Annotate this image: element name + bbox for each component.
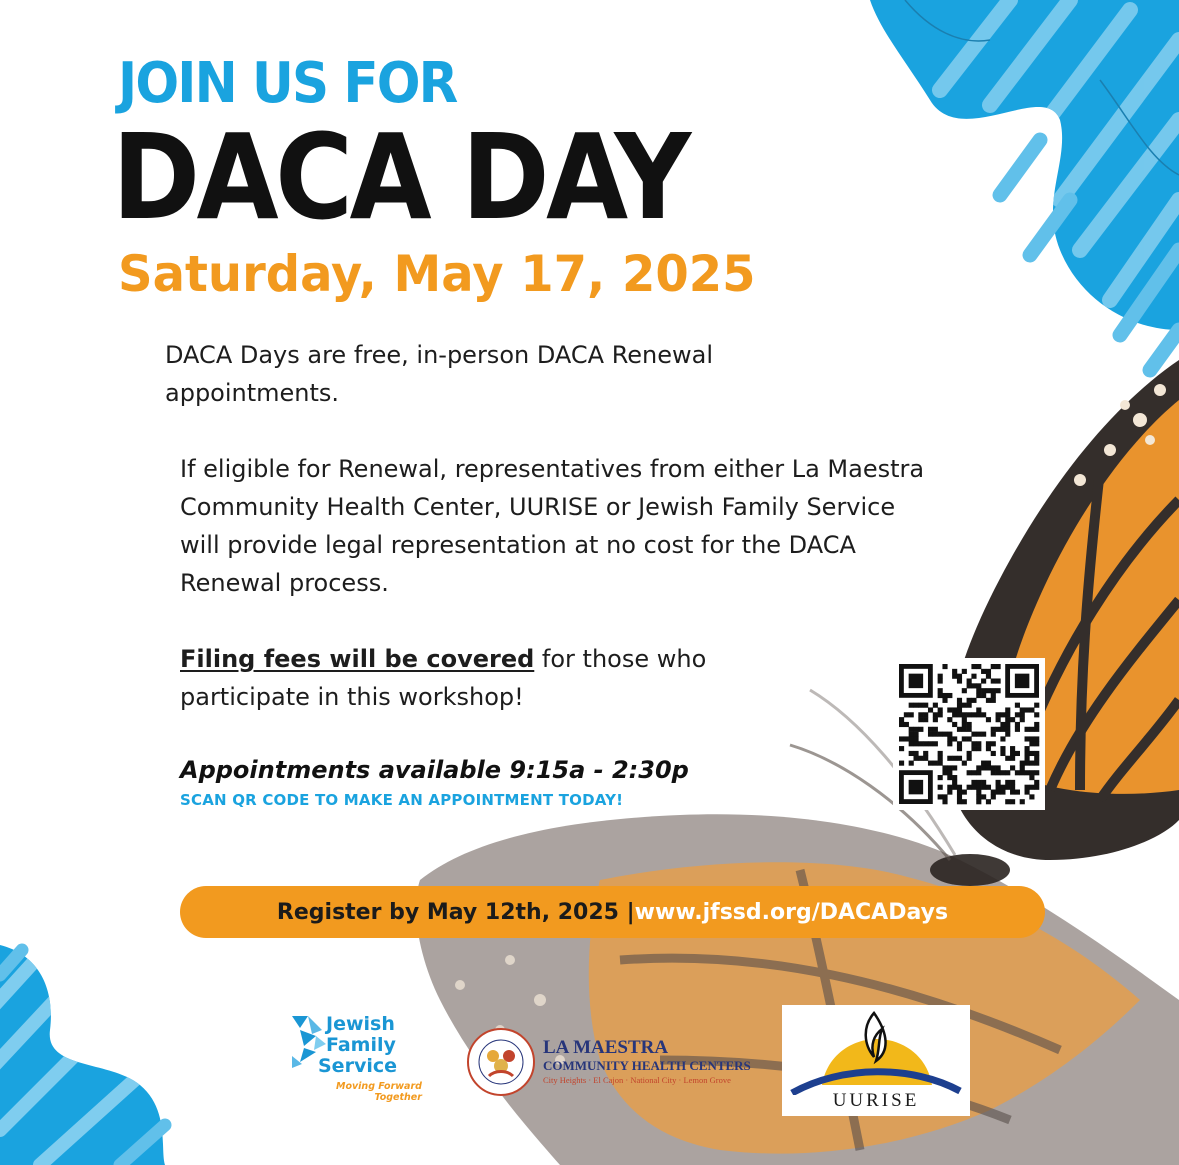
jfs-name-line1: Jewish (326, 1013, 395, 1035)
fees-rest: for those who participate in this workshop! (180, 645, 707, 711)
jfs-tagline-1: Moving Forward (336, 1081, 422, 1092)
eligibility-paragraph: If eligible for Renewal, representatives from either La Maestra Community Health Center, UURISE or Jewish Family Service will provide legal representation at no cost for the DACA Renewal process. (180, 455, 925, 597)
qr-code-icon[interactable] (893, 658, 1045, 810)
intro-paragraph: DACA Days are free, in-person DACA Renewal appointments. (165, 341, 714, 407)
la-maestra-logo (465, 1024, 775, 1104)
fees-paragraph (180, 640, 800, 716)
register-link[interactable]: www.jfssd.org/DACADays (634, 899, 949, 925)
uurise-flame-icon (782, 1005, 970, 1095)
la-maestra-locations: City Heights · El Cajon · National City · Lemon Grove (543, 1075, 731, 1085)
jfs-tagline-2: Together (374, 1092, 422, 1103)
uurise-logo (782, 1005, 970, 1116)
appointments-hours: Appointments available 9:15a - 2:30p (180, 756, 689, 784)
event-date: Saturday, May 17, 2025 (118, 245, 756, 303)
jfs-name-line2: Family (326, 1034, 396, 1056)
la-maestra-seal-icon (465, 1026, 537, 1098)
fees-emphasis: Filing fees will be covered (180, 645, 535, 673)
uurise-name: UURISE (832, 1090, 920, 1111)
register-text: Register by May 12th, 2025 | (276, 899, 635, 925)
headline-join: JOIN US FOR (118, 51, 457, 116)
headline-event: DACA DAY (112, 108, 688, 246)
register-banner (180, 886, 1045, 938)
la-maestra-sub: COMMUNITY HEALTH CENTERS (543, 1058, 751, 1073)
la-maestra-name: LA MAESTRA (543, 1037, 669, 1058)
jfs-logo (290, 1012, 450, 1112)
jfs-name-line3: Service (318, 1055, 397, 1077)
scan-cta: SCAN QR CODE TO MAKE AN APPOINTMENT TODAY! (180, 791, 624, 809)
